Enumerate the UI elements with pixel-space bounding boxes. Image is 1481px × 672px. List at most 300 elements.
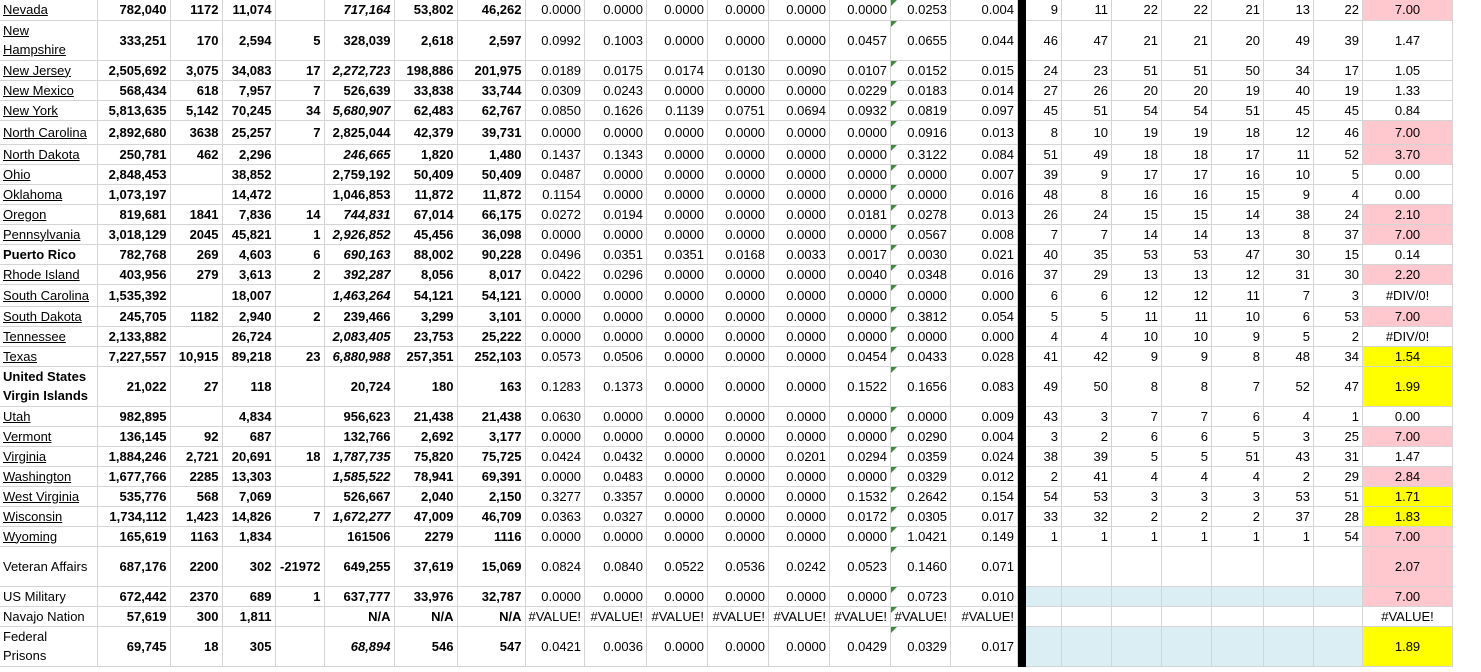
data-cell[interactable]: 3: [1264, 426, 1314, 446]
data-cell[interactable]: 16: [1212, 164, 1264, 184]
data-cell[interactable]: 0.0000: [525, 466, 585, 486]
data-cell[interactable]: [275, 184, 324, 204]
data-cell[interactable]: 0.0573: [525, 346, 585, 366]
data-cell[interactable]: [1314, 606, 1363, 626]
row-name-cell[interactable]: Federal Prisons: [0, 626, 97, 666]
data-cell[interactable]: 3: [1026, 426, 1062, 446]
data-cell[interactable]: 0.0000: [585, 426, 647, 446]
data-cell[interactable]: 1841: [170, 204, 222, 224]
data-cell[interactable]: 0.0033: [769, 244, 830, 264]
data-cell[interactable]: 52: [1314, 144, 1363, 164]
data-cell[interactable]: 11: [1162, 306, 1212, 326]
data-cell[interactable]: 1: [1264, 526, 1314, 546]
data-cell[interactable]: 33: [1026, 506, 1062, 526]
data-cell[interactable]: 5: [1314, 164, 1363, 184]
data-cell[interactable]: 7: [1162, 406, 1212, 426]
data-cell[interactable]: 54: [1112, 100, 1162, 120]
data-cell[interactable]: 0.0090: [769, 60, 830, 80]
data-cell[interactable]: 0.0000: [647, 164, 708, 184]
data-cell[interactable]: 6: [1212, 406, 1264, 426]
data-cell[interactable]: 62,483: [394, 100, 457, 120]
data-cell[interactable]: 1: [275, 224, 324, 244]
data-cell[interactable]: 0.016: [951, 264, 1018, 284]
data-cell[interactable]: 0.0000: [830, 144, 891, 164]
row-name-cell[interactable]: South Dakota: [0, 306, 97, 326]
data-cell[interactable]: 21,438: [457, 406, 525, 426]
data-cell[interactable]: 637,777: [324, 586, 394, 606]
data-cell[interactable]: 40: [1026, 244, 1062, 264]
data-cell[interactable]: 0.013: [951, 204, 1018, 224]
row-name-cell[interactable]: Oklahoma: [0, 184, 97, 204]
data-cell[interactable]: 2045: [170, 224, 222, 244]
data-cell[interactable]: 0.0916: [891, 120, 951, 144]
data-cell[interactable]: 2,083,405: [324, 326, 394, 346]
data-cell[interactable]: 2,594: [222, 20, 275, 60]
data-cell[interactable]: 6,880,988: [324, 346, 394, 366]
data-cell[interactable]: 0.0422: [525, 264, 585, 284]
data-cell[interactable]: 1: [275, 586, 324, 606]
data-cell[interactable]: 7.00: [1363, 586, 1453, 606]
data-cell[interactable]: 11: [1212, 284, 1264, 306]
data-cell[interactable]: [1062, 626, 1112, 666]
data-cell[interactable]: 0.008: [951, 224, 1018, 244]
data-cell[interactable]: 50,409: [457, 164, 525, 184]
data-cell[interactable]: 0.0000: [708, 506, 769, 526]
data-cell[interactable]: 2.20: [1363, 264, 1453, 284]
data-cell[interactable]: 11: [1062, 0, 1112, 20]
data-cell[interactable]: 0.0000: [647, 526, 708, 546]
data-cell[interactable]: 0.1003: [585, 20, 647, 60]
data-cell[interactable]: 49: [1264, 20, 1314, 60]
data-cell[interactable]: [275, 326, 324, 346]
data-cell[interactable]: 7: [275, 120, 324, 144]
data-cell[interactable]: 75,820: [394, 446, 457, 466]
data-cell[interactable]: 0.0000: [647, 346, 708, 366]
data-cell[interactable]: 7: [1264, 284, 1314, 306]
data-cell[interactable]: 0.0000: [891, 164, 951, 184]
data-cell[interactable]: [1062, 586, 1112, 606]
data-cell[interactable]: 1,046,853: [324, 184, 394, 204]
data-cell[interactable]: 0.044: [951, 20, 1018, 60]
data-cell[interactable]: 0.0000: [708, 326, 769, 346]
data-cell[interactable]: 2200: [170, 546, 222, 586]
data-cell[interactable]: [1112, 626, 1162, 666]
data-cell[interactable]: 0.0694: [769, 100, 830, 120]
data-cell[interactable]: 0.0000: [830, 406, 891, 426]
data-cell[interactable]: 32,787: [457, 586, 525, 606]
data-cell[interactable]: 0.0000: [585, 586, 647, 606]
data-cell[interactable]: 11: [1112, 306, 1162, 326]
data-cell[interactable]: [275, 164, 324, 184]
data-cell[interactable]: 0.0000: [647, 306, 708, 326]
data-cell[interactable]: 8,017: [457, 264, 525, 284]
data-cell[interactable]: #VALUE!: [1363, 606, 1453, 626]
data-cell[interactable]: 13: [1264, 0, 1314, 20]
data-cell[interactable]: 39: [1314, 20, 1363, 60]
data-cell[interactable]: 0.00: [1363, 164, 1453, 184]
data-cell[interactable]: 78,941: [394, 466, 457, 486]
data-cell[interactable]: 0.004: [951, 0, 1018, 20]
data-cell[interactable]: 0.00: [1363, 406, 1453, 426]
data-cell[interactable]: 45,456: [394, 224, 457, 244]
data-cell[interactable]: 4,834: [222, 406, 275, 426]
data-cell[interactable]: 1: [1026, 526, 1062, 546]
data-cell[interactable]: #DIV/0!: [1363, 326, 1453, 346]
data-cell[interactable]: 302: [222, 546, 275, 586]
data-cell[interactable]: 34,083: [222, 60, 275, 80]
data-cell[interactable]: 982,895: [97, 406, 170, 426]
data-cell[interactable]: 53,802: [394, 0, 457, 20]
data-cell[interactable]: 0.1656: [891, 366, 951, 406]
data-cell[interactable]: 0.0000: [647, 326, 708, 346]
data-cell[interactable]: 0.0000: [647, 586, 708, 606]
data-cell[interactable]: 7.00: [1363, 120, 1453, 144]
data-cell[interactable]: 6: [1062, 284, 1112, 306]
data-cell[interactable]: 0.0172: [830, 506, 891, 526]
data-cell[interactable]: 2,040: [394, 486, 457, 506]
data-cell[interactable]: 1.71: [1363, 486, 1453, 506]
data-cell[interactable]: 0.0000: [525, 224, 585, 244]
data-cell[interactable]: 0.0175: [585, 60, 647, 80]
data-cell[interactable]: 5: [1212, 426, 1264, 446]
data-cell[interactable]: [1162, 546, 1212, 586]
data-cell[interactable]: 3,177: [457, 426, 525, 446]
data-cell[interactable]: 0.0359: [891, 446, 951, 466]
data-cell[interactable]: 6: [1026, 284, 1062, 306]
data-cell[interactable]: 0.0290: [891, 426, 951, 446]
data-cell[interactable]: 3638: [170, 120, 222, 144]
data-cell[interactable]: 45,821: [222, 224, 275, 244]
data-cell[interactable]: 15: [1212, 184, 1264, 204]
data-cell[interactable]: [1314, 586, 1363, 606]
data-cell[interactable]: 0.0194: [585, 204, 647, 224]
data-cell[interactable]: 0.024: [951, 446, 1018, 466]
data-cell[interactable]: 0.0189: [525, 60, 585, 80]
data-cell[interactable]: 23: [275, 346, 324, 366]
data-cell[interactable]: 47,009: [394, 506, 457, 526]
data-cell[interactable]: 21,022: [97, 366, 170, 406]
data-cell[interactable]: 0.0000: [647, 144, 708, 164]
data-cell[interactable]: 2,848,453: [97, 164, 170, 184]
data-cell[interactable]: 12: [1112, 284, 1162, 306]
data-cell[interactable]: 14,472: [222, 184, 275, 204]
data-cell[interactable]: 163: [457, 366, 525, 406]
data-cell[interactable]: 462: [170, 144, 222, 164]
data-cell[interactable]: 42,379: [394, 120, 457, 144]
data-cell[interactable]: 22: [1162, 0, 1212, 20]
data-cell[interactable]: 0.0000: [769, 586, 830, 606]
data-cell[interactable]: 18: [1212, 120, 1264, 144]
data-cell[interactable]: [1264, 626, 1314, 666]
data-cell[interactable]: 0.149: [951, 526, 1018, 546]
data-cell[interactable]: 51: [1212, 100, 1264, 120]
data-cell[interactable]: 7: [1062, 224, 1112, 244]
data-cell[interactable]: 21,438: [394, 406, 457, 426]
data-cell[interactable]: 1.47: [1363, 446, 1453, 466]
data-cell[interactable]: [275, 626, 324, 666]
data-cell[interactable]: 3,101: [457, 306, 525, 326]
data-cell[interactable]: 0.0000: [830, 184, 891, 204]
data-cell[interactable]: 0.0421: [525, 626, 585, 666]
data-cell[interactable]: 11,872: [394, 184, 457, 204]
data-cell[interactable]: 0.0000: [585, 120, 647, 144]
data-cell[interactable]: 15: [1314, 244, 1363, 264]
data-cell[interactable]: 0.3277: [525, 486, 585, 506]
data-cell[interactable]: 0.0242: [769, 546, 830, 586]
data-cell[interactable]: 1,480: [457, 144, 525, 164]
data-cell[interactable]: 25: [1314, 426, 1363, 446]
data-cell[interactable]: 0.0000: [830, 284, 891, 306]
data-cell[interactable]: 1: [1162, 526, 1212, 546]
data-cell[interactable]: 19: [1314, 80, 1363, 100]
data-cell[interactable]: [170, 184, 222, 204]
data-cell[interactable]: 0.0000: [525, 426, 585, 446]
data-cell[interactable]: 0.1154: [525, 184, 585, 204]
data-cell[interactable]: 0.0000: [525, 586, 585, 606]
data-cell[interactable]: 2: [1314, 326, 1363, 346]
row-name-cell[interactable]: US Military: [0, 586, 97, 606]
data-cell[interactable]: 0.0000: [647, 0, 708, 20]
data-cell[interactable]: 0.1283: [525, 366, 585, 406]
data-cell[interactable]: 18: [170, 626, 222, 666]
data-cell[interactable]: 0.0000: [585, 224, 647, 244]
data-cell[interactable]: 1,787,735: [324, 446, 394, 466]
data-cell[interactable]: 3,018,129: [97, 224, 170, 244]
data-cell[interactable]: 0.0309: [525, 80, 585, 100]
data-cell[interactable]: 7.00: [1363, 0, 1453, 20]
data-cell[interactable]: 0.084: [951, 144, 1018, 164]
data-cell[interactable]: [275, 0, 324, 20]
data-cell[interactable]: 4: [1264, 406, 1314, 426]
data-cell[interactable]: 0.010: [951, 586, 1018, 606]
data-cell[interactable]: 618: [170, 80, 222, 100]
data-cell[interactable]: 0.0992: [525, 20, 585, 60]
data-cell[interactable]: 0.021: [951, 244, 1018, 264]
data-cell[interactable]: [1026, 586, 1062, 606]
data-cell[interactable]: 0.0107: [830, 60, 891, 80]
data-cell[interactable]: #VALUE!: [951, 606, 1018, 626]
data-cell[interactable]: 4: [1212, 466, 1264, 486]
data-cell[interactable]: 1,463,264: [324, 284, 394, 306]
data-cell[interactable]: 0.0506: [585, 346, 647, 366]
data-cell[interactable]: 0.154: [951, 486, 1018, 506]
data-cell[interactable]: 1116: [457, 526, 525, 546]
data-cell[interactable]: 3,299: [394, 306, 457, 326]
data-cell[interactable]: 1182: [170, 306, 222, 326]
data-cell[interactable]: 744,831: [324, 204, 394, 224]
data-cell[interactable]: 0.0000: [585, 184, 647, 204]
row-name-cell[interactable]: North Carolina: [0, 120, 97, 144]
data-cell[interactable]: 0.083: [951, 366, 1018, 406]
row-name-cell[interactable]: West Virginia: [0, 486, 97, 506]
data-cell[interactable]: [1112, 586, 1162, 606]
data-cell[interactable]: 0.0000: [769, 0, 830, 20]
data-cell[interactable]: 50: [1212, 60, 1264, 80]
data-cell[interactable]: 90,228: [457, 244, 525, 264]
data-cell[interactable]: 5,142: [170, 100, 222, 120]
data-cell[interactable]: 15,069: [457, 546, 525, 586]
data-cell[interactable]: [275, 366, 324, 406]
data-cell[interactable]: 0.0487: [525, 164, 585, 184]
data-cell[interactable]: 70,245: [222, 100, 275, 120]
data-cell[interactable]: 526,639: [324, 80, 394, 100]
data-cell[interactable]: [1264, 606, 1314, 626]
data-cell[interactable]: 2285: [170, 466, 222, 486]
data-cell[interactable]: 0.0000: [769, 20, 830, 60]
data-cell[interactable]: 0.0000: [647, 406, 708, 426]
data-cell[interactable]: 92: [170, 426, 222, 446]
data-cell[interactable]: 16: [1112, 184, 1162, 204]
data-cell[interactable]: 819,681: [97, 204, 170, 224]
data-cell[interactable]: 62,767: [457, 100, 525, 120]
data-cell[interactable]: 3: [1062, 406, 1112, 426]
data-cell[interactable]: 38: [1264, 204, 1314, 224]
data-cell[interactable]: 68,894: [324, 626, 394, 666]
data-cell[interactable]: 10: [1162, 326, 1212, 346]
data-cell[interactable]: 0.0000: [647, 284, 708, 306]
data-cell[interactable]: 54: [1026, 486, 1062, 506]
data-cell[interactable]: 37: [1264, 506, 1314, 526]
data-cell[interactable]: 9: [1112, 346, 1162, 366]
data-cell[interactable]: 45: [1314, 100, 1363, 120]
data-cell[interactable]: 0.0000: [585, 164, 647, 184]
data-cell[interactable]: 33,744: [457, 80, 525, 100]
data-cell[interactable]: 5: [1162, 446, 1212, 466]
data-cell[interactable]: 2,296: [222, 144, 275, 164]
data-cell[interactable]: 0.0030: [891, 244, 951, 264]
data-cell[interactable]: 1,585,522: [324, 466, 394, 486]
data-cell[interactable]: 0.0000: [891, 406, 951, 426]
data-cell[interactable]: 0.84: [1363, 100, 1453, 120]
data-cell[interactable]: 3: [1212, 486, 1264, 506]
data-cell[interactable]: 0.0152: [891, 60, 951, 80]
data-cell[interactable]: 0.0567: [891, 224, 951, 244]
data-cell[interactable]: 0.0174: [647, 60, 708, 80]
data-cell[interactable]: 34: [1264, 60, 1314, 80]
data-cell[interactable]: 0.0000: [647, 486, 708, 506]
data-cell[interactable]: 24: [1026, 60, 1062, 80]
data-cell[interactable]: 0.0000: [769, 164, 830, 184]
data-cell[interactable]: 53: [1314, 306, 1363, 326]
data-cell[interactable]: [170, 326, 222, 346]
data-cell[interactable]: 0.0000: [708, 346, 769, 366]
data-cell[interactable]: 0.054: [951, 306, 1018, 326]
data-cell[interactable]: 5: [1062, 306, 1112, 326]
data-cell[interactable]: 0.0000: [708, 626, 769, 666]
data-cell[interactable]: 3,613: [222, 264, 275, 284]
data-cell[interactable]: [1026, 606, 1062, 626]
data-cell[interactable]: 1.47: [1363, 20, 1453, 60]
data-cell[interactable]: 0.0429: [830, 626, 891, 666]
data-cell[interactable]: 0.0036: [585, 626, 647, 666]
data-cell[interactable]: 50,409: [394, 164, 457, 184]
data-cell[interactable]: 7,227,557: [97, 346, 170, 366]
data-cell[interactable]: 0.017: [951, 626, 1018, 666]
data-cell[interactable]: 2.84: [1363, 466, 1453, 486]
data-cell[interactable]: 1,672,277: [324, 506, 394, 526]
data-cell[interactable]: 0.0183: [891, 80, 951, 100]
data-cell[interactable]: 0.0932: [830, 100, 891, 120]
data-cell[interactable]: 43: [1264, 446, 1314, 466]
data-cell[interactable]: 19: [1162, 120, 1212, 144]
data-cell[interactable]: [1062, 546, 1112, 586]
data-cell[interactable]: 547: [457, 626, 525, 666]
data-cell[interactable]: 136,145: [97, 426, 170, 446]
data-cell[interactable]: 49: [1062, 144, 1112, 164]
data-cell[interactable]: 54,121: [394, 284, 457, 306]
data-cell[interactable]: 0.0454: [830, 346, 891, 366]
data-cell[interactable]: 1,423: [170, 506, 222, 526]
data-cell[interactable]: 0.0000: [647, 506, 708, 526]
data-cell[interactable]: 2,692: [394, 426, 457, 446]
data-cell[interactable]: [275, 144, 324, 164]
data-cell[interactable]: [275, 466, 324, 486]
data-cell[interactable]: 1.83: [1363, 506, 1453, 526]
data-cell[interactable]: [1264, 586, 1314, 606]
data-cell[interactable]: 0.0000: [830, 164, 891, 184]
data-cell[interactable]: 0.0000: [769, 426, 830, 446]
row-name-cell[interactable]: Wisconsin: [0, 506, 97, 526]
data-cell[interactable]: 7: [275, 80, 324, 100]
data-cell[interactable]: 2: [275, 264, 324, 284]
data-cell[interactable]: 33,838: [394, 80, 457, 100]
data-cell[interactable]: 956,623: [324, 406, 394, 426]
data-cell[interactable]: 0.015: [951, 60, 1018, 80]
data-cell[interactable]: 17: [275, 60, 324, 80]
row-name-cell[interactable]: Vermont: [0, 426, 97, 446]
data-cell[interactable]: 0.0000: [647, 20, 708, 60]
data-cell[interactable]: 27: [170, 366, 222, 406]
data-cell[interactable]: [275, 526, 324, 546]
data-cell[interactable]: 0.0253: [891, 0, 951, 20]
data-cell[interactable]: 0.1373: [585, 366, 647, 406]
row-name-cell[interactable]: Utah: [0, 406, 97, 426]
data-cell[interactable]: 0.0496: [525, 244, 585, 264]
data-cell[interactable]: 687,176: [97, 546, 170, 586]
data-cell[interactable]: 0.0000: [891, 184, 951, 204]
data-cell[interactable]: 672,442: [97, 586, 170, 606]
data-cell[interactable]: 1,884,246: [97, 446, 170, 466]
data-cell[interactable]: 0.0000: [830, 306, 891, 326]
data-cell[interactable]: 0.0000: [830, 526, 891, 546]
data-cell[interactable]: 568: [170, 486, 222, 506]
data-cell[interactable]: 51: [1062, 100, 1112, 120]
data-cell[interactable]: 9: [1026, 0, 1062, 20]
data-cell[interactable]: 7.00: [1363, 426, 1453, 446]
data-cell[interactable]: 0.0433: [891, 346, 951, 366]
data-cell[interactable]: 20: [1112, 80, 1162, 100]
data-cell[interactable]: 54,121: [457, 284, 525, 306]
data-cell[interactable]: 0.0329: [891, 626, 951, 666]
data-cell[interactable]: 0.0294: [830, 446, 891, 466]
data-cell[interactable]: #VALUE!: [708, 606, 769, 626]
data-cell[interactable]: 0.0536: [708, 546, 769, 586]
data-cell[interactable]: 42: [1062, 346, 1112, 366]
data-cell[interactable]: 1,734,112: [97, 506, 170, 526]
data-cell[interactable]: 782,040: [97, 0, 170, 20]
data-cell[interactable]: 2,892,680: [97, 120, 170, 144]
data-cell[interactable]: 0.0000: [708, 20, 769, 60]
data-cell[interactable]: 0.0000: [708, 204, 769, 224]
data-cell[interactable]: 0.1626: [585, 100, 647, 120]
data-cell[interactable]: 53: [1162, 244, 1212, 264]
data-cell[interactable]: 51: [1314, 486, 1363, 506]
data-cell[interactable]: 37: [1026, 264, 1062, 284]
data-cell[interactable]: 57,619: [97, 606, 170, 626]
data-cell[interactable]: 2: [1062, 426, 1112, 446]
data-cell[interactable]: 170: [170, 20, 222, 60]
data-cell[interactable]: 690,163: [324, 244, 394, 264]
